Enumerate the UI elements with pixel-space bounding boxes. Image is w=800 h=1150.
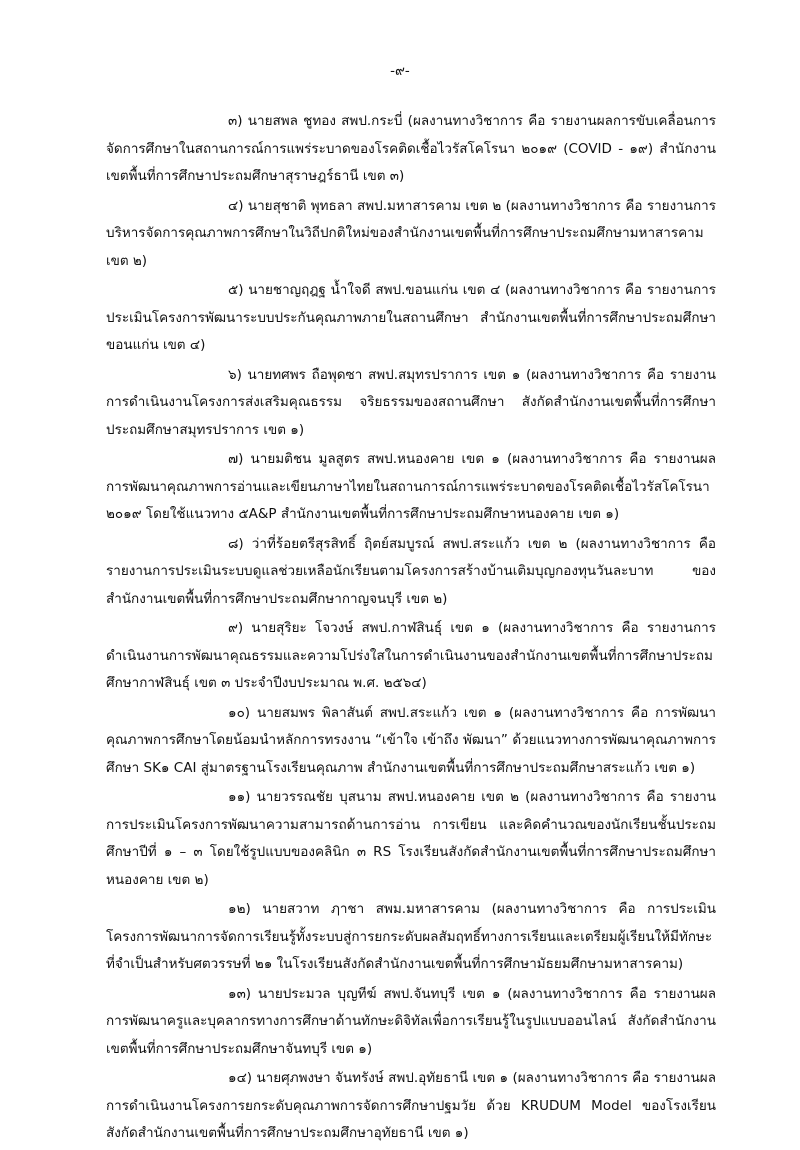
- paragraph: ๙) นายสุริยะ โจวงษ์ สพป.กาฬสินธุ์ เขต ๑ (ผลงานทางวิชาการ คือ รายงานการดำเนินงานการพัฒนาคุณธรรมและความโปร่งใสในการดำเนินงานของสำนักงานเขตพื้นที่การศึกษาประถมศึกษากาฬสินธุ์ เขต ๓ ประจำปีงบประมาณ พ.ศ. ๒๕๖๔): [106, 620, 716, 691]
- paragraph: ๑๓) นายประมวล บุญทีฆ์ สพป.จันทบุรี เขต ๑ (ผลงานทางวิชาการ คือ รายงานผลการพัฒนาครูและบุคลากรทางการศึกษาด้านทักษะดิจิทัลเพื่อการเรียนรู้ในรูปแบบออนไลน์ สังกัดสำนักงานเขตพื้นที่การศึกษาประถมศึกษาจันทบุรี เขต ๑): [106, 985, 716, 1057]
- paragraph: ๓) นายสพล ชูทอง สพป.กระบี่ (ผลงานทางวิชาการ คือ รายงานผลการขับเคลื่อนการจัดการศึกษาในสถานการณ์การแพร่ระบาดของโรคติดเชื้อไวรัสโคโรนา ๒๐๑๙ (COVID - ๑๙) สำนักงานเขตพื้นที่การศึกษาประถมศึกษาสุราษฎร์ธานี เขต ๓): [106, 113, 716, 184]
- paragraph: ๔) นายสุชาติ พุทธลา สพป.มหาสารคาม เขต ๒ (ผลงานทางวิชาการ คือ รายงานการบริหารจัดการคุณภาพการศึกษาในวิถีปกติใหม่ของสำนักงานเขตพื้นที่การศึกษาประถมศึกษามหาสารคาม เขต ๒): [106, 197, 716, 269]
- paragraph: ๕) นายชาญฤฎฐ น้ำใจดี สพป.ขอนแก่น เขต ๔ (ผลงานทางวิชาการ คือ รายงานการประเมินโครงการพัฒนาระบบประกันคุณภาพภายในสถานศึกษา สำนักงานเขตพื้นที่การศึกษาประถมศึกษาขอนแก่น เขต ๔): [106, 282, 716, 353]
- paragraph: ๑๒) นายสวาท ฦาชา สพม.มหาสารคาม (ผลงานทางวิชาการ คือ การประเมินโครงการพัฒนาการจัดการเรียนรู้ทั้งระบบสู่การยกระดับผลสัมฤทธิ์ทางการเรียนและเตรียมผู้เรียนให้มีทักษะที่จำเป็นสำหรับศตวรรษที่ ๒๑ ในโรงเรียนสังกัดสำนักงานเขตพื้นที่การศึกษามัธยมศึกษามหาสารคาม): [106, 901, 716, 972]
- paragraph: ๗) นายมติชน มูลสูตร สพป.หนองคาย เขต ๑ (ผลงานทางวิชาการ คือ รายงานผลการพัฒนาคุณภาพการอ่านและเขียนภาษาไทยในสถานการณ์การแพร่ระบาดของโรคติดเชื้อไวรัสโคโรนา ๒๐๑๙ โดยใช้แนวทาง ๕A&P สำนักงานเขตพื้นที่การศึกษาประถมศึกษาหนองคาย เขต ๑): [106, 451, 716, 522]
- document-body: [106, 108, 716, 1150]
- paragraph: ๘) ว่าที่ร้อยตรีสุรสิทธิ์ ฤิตย์สมบูรณ์ สพป.สระแก้ว เขต ๒ (ผลงานทางวิชาการ คือ รายงานการประเมินระบบดูแลช่วยเหลือนักเรียนตามโครงการสร้างบ้านเติมบุญกองทุนวันละบาท ของสำนักงานเขตพื้นที่การศึกษาประถมศึกษากาญจนบุรี เขต ๒): [106, 535, 716, 607]
- paragraph: ๖) นายทศพร ถือพุดซา สพป.สมุทรปราการ เขต ๑ (ผลงานทางวิชาการ คือ รายงานการดำเนินงานโครงการส่งเสริมคุณธรรม จริยธรรมของสถานศึกษา สังกัดสำนักงานเขตพื้นที่การศึกษาประถมศึกษาสมุทรปราการ เขต ๑): [106, 366, 716, 438]
- paragraph: ๑๔) นายศุภพงษา จันทรังษ์ สพป.อุทัยธานี เขต ๑ (ผลงานทางวิชาการ คือ รายงานผลการดำเนินงานโครงการยกระดับคุณภาพการจัดการศึกษาปฐมวัย ด้วย KRUDUM Model ของโรงเรียน สังกัดสำนักงานเขตพื้นที่การศึกษาประถมศึกษาอุทัยธานี เขต ๑): [106, 1070, 716, 1141]
- paragraph: ๑๑) นายวรรณชัย บุสนาม สพป.หนองคาย เขต ๒ (ผลงานทางวิชาการ คือ รายงานการประเมินโครงการพัฒนาความสามารถด้านการอ่าน การเขียน และคิดคำนวณของนักเรียนชั้นประถมศึกษาปีที่ ๑ – ๓ โดยใช้รูปแบบของคลินิก ๓ RS โรงเรียนสังกัดสำนักงานเขตพื้นที่การศึกษาประถมศึกษาหนองคาย เขต ๒): [106, 789, 716, 888]
- paragraph: ๑๐) นายสมพร พิลาสันต์ สพป.สระแก้ว เขต ๑ (ผลงานทางวิชาการ คือ การพัฒนาคุณภาพการศึกษาโดยน้อมนำหลักการทรงงาน “เข้าใจ เข้าถึง พัฒนา” ด้วยแนวทางการพัฒนาคุณภาพการศึกษา SK๑ CAI สู่มาตรฐานโรงเรียนคุณภาพ สำนักงานเขตพื้นที่การศึกษาประถมศึกษาสระแก้ว เขต ๑): [106, 704, 716, 776]
- page-number: -๙-: [390, 63, 410, 79]
